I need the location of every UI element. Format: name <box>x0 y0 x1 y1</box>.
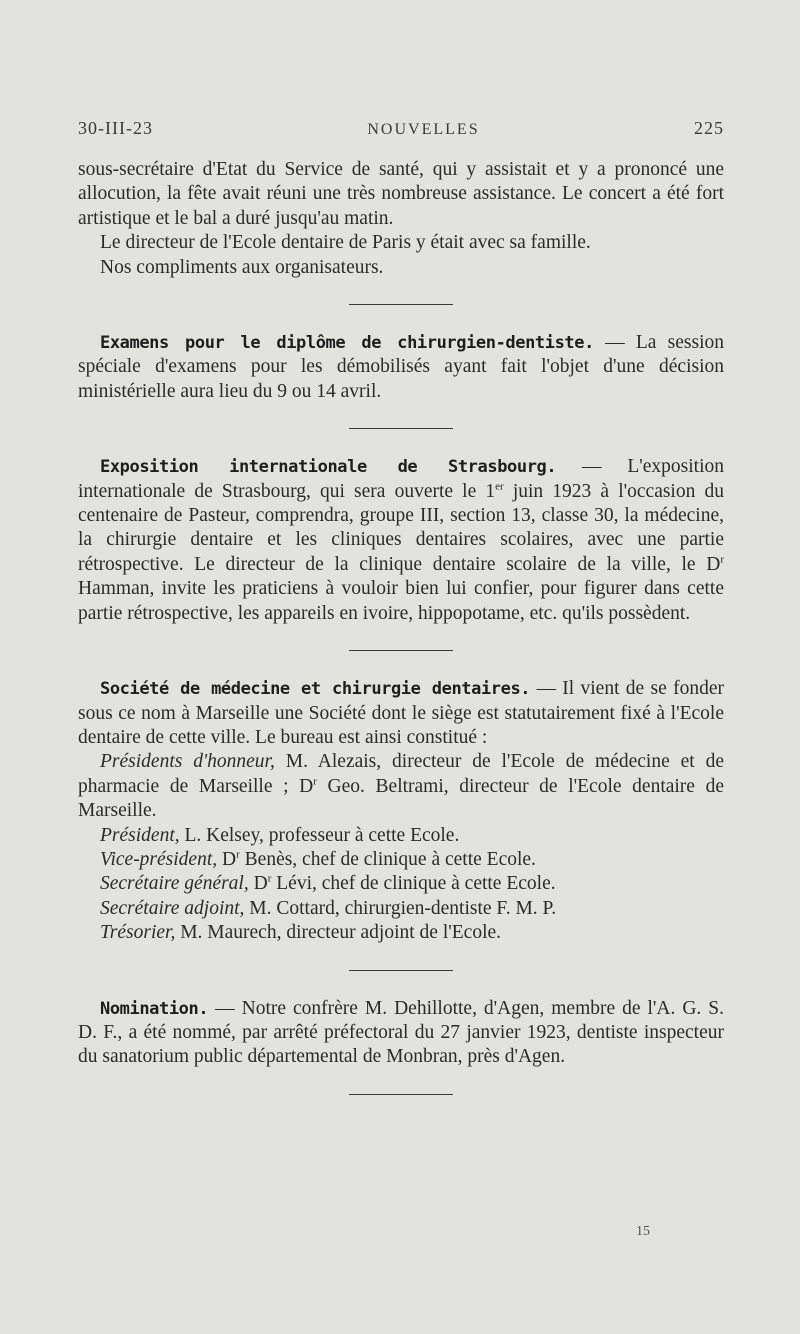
bureau-member <box>78 872 724 896</box>
header-date: 30-III-23 <box>78 118 153 138</box>
page-number: 225 <box>693 118 724 138</box>
bureau-member <box>78 848 724 872</box>
member-text: Lévi, chef de clinique à cette Ecole. <box>271 873 556 895</box>
news-item-societe <box>78 677 724 750</box>
signature-mark: 15 <box>636 1224 650 1239</box>
member-text: M. Alezais, directeur de l'Ecole de médecine et de pharmacie de Marseille ; D <box>78 751 725 797</box>
title-suffix: r <box>720 553 724 566</box>
member-text: M. Maurech, directeur adjoint de l'Ecole. <box>175 922 502 944</box>
bureau-member <box>78 750 724 823</box>
member-text: D <box>248 873 268 895</box>
member-text: Geo. Beltrami, directeur de l'Ecole dentaire de Marseille. <box>78 775 724 822</box>
news-body: — L'exposition internationale de Strasbourg, qui sera ouverte le 1 <box>78 456 724 502</box>
member-text: Benès, chef de clinique à cette Ecole. <box>239 848 536 870</box>
section-divider <box>349 1094 453 1095</box>
news-body: — Il vient de se fonder sous ce nom à Marseille une Société dont le siège est statutairement fixé à l'Ecole dentaire de cette ville. Le bureau est ainsi constitué : <box>78 678 724 748</box>
news-item-examens <box>78 331 724 404</box>
header-section: NOUVELLES <box>367 121 480 138</box>
news-heading: Nomination. <box>100 998 209 1019</box>
news-heading: Examens pour le diplôme de chirurgien-dentiste. <box>100 333 594 354</box>
member-text: L. Kelsey, professeur à cette Ecole. <box>179 824 460 846</box>
intro-paragraph: sous-secrétaire d'Etat du Service de santé, qui y assistait et y a prononcé une allocution, la fête avait réuni une très nombreuse assistance. Le concert a été fort artistique et le bal a duré jusqu'au matin. <box>78 159 724 229</box>
news-body: Hamman, invite les praticiens à vouloir bien lui confier, pour figurer dans cette partie rétrospective, les appareils en ivoire, hippopotame, etc. qu'ils possèdent. <box>78 578 724 624</box>
running-header <box>78 118 724 139</box>
ordinal-suffix: er <box>495 480 504 493</box>
section-divider <box>349 650 453 651</box>
member-role: Secrétaire général, <box>100 873 249 895</box>
section-divider <box>349 304 453 305</box>
section-divider <box>349 970 453 971</box>
news-heading: Société de médecine et chirurgie dentaires. <box>100 679 531 700</box>
bureau-member <box>78 824 724 848</box>
member-text: D <box>217 848 237 870</box>
member-role: Trésorier, <box>100 922 176 944</box>
member-text: M. Cottard, chirurgien-dentiste F. M. P. <box>244 897 557 919</box>
page-body <box>78 158 724 1095</box>
intro-line-directeur: Le directeur de l'Ecole dentaire de Paris y était avec sa famille. <box>100 232 591 254</box>
bureau-member <box>78 921 724 945</box>
news-item-exposition <box>78 455 724 626</box>
news-item-nomination <box>78 997 724 1070</box>
member-role: Président, <box>100 824 180 846</box>
intro-line-compliments: Nos compliments aux organisateurs. <box>100 256 384 278</box>
section-divider <box>349 428 453 429</box>
bureau-member <box>78 897 724 921</box>
title-suffix: r <box>236 848 240 861</box>
member-role: Secrétaire adjoint, <box>100 897 245 919</box>
news-body: — La session spéciale d'examens pour les démobilisés ayant fait l'objet d'une décision ministérielle aura lieu du 9 ou 14 avril. <box>78 332 725 402</box>
news-body: juin 1923 à l'occasion du centenaire de Pasteur, comprendra, groupe III, section 13, classe 30, la médecine, la chirurgie dentaire et les cliniques dentaires scolaires, avec une partie rétrospective. Le directeur de la clinique dentaire scolaire de la ville, le D <box>78 480 724 575</box>
title-suffix: r <box>313 775 317 788</box>
news-body: — Notre confrère M. Dehillotte, d'Agen, membre de l'A. G. S. D. F., a été nommé, par arrêté préfectoral du 27 janvier 1923, dentiste inspecteur du sanatorium public départemental de Monbran, près d'Agen. <box>78 997 724 1068</box>
news-heading: Exposition internationale de Strasbourg. <box>100 457 557 478</box>
bureau-members-list <box>78 750 724 945</box>
title-suffix: r <box>267 872 272 885</box>
member-role: Vice-président, <box>100 848 218 870</box>
member-role: Présidents d'honneur, <box>100 751 275 773</box>
